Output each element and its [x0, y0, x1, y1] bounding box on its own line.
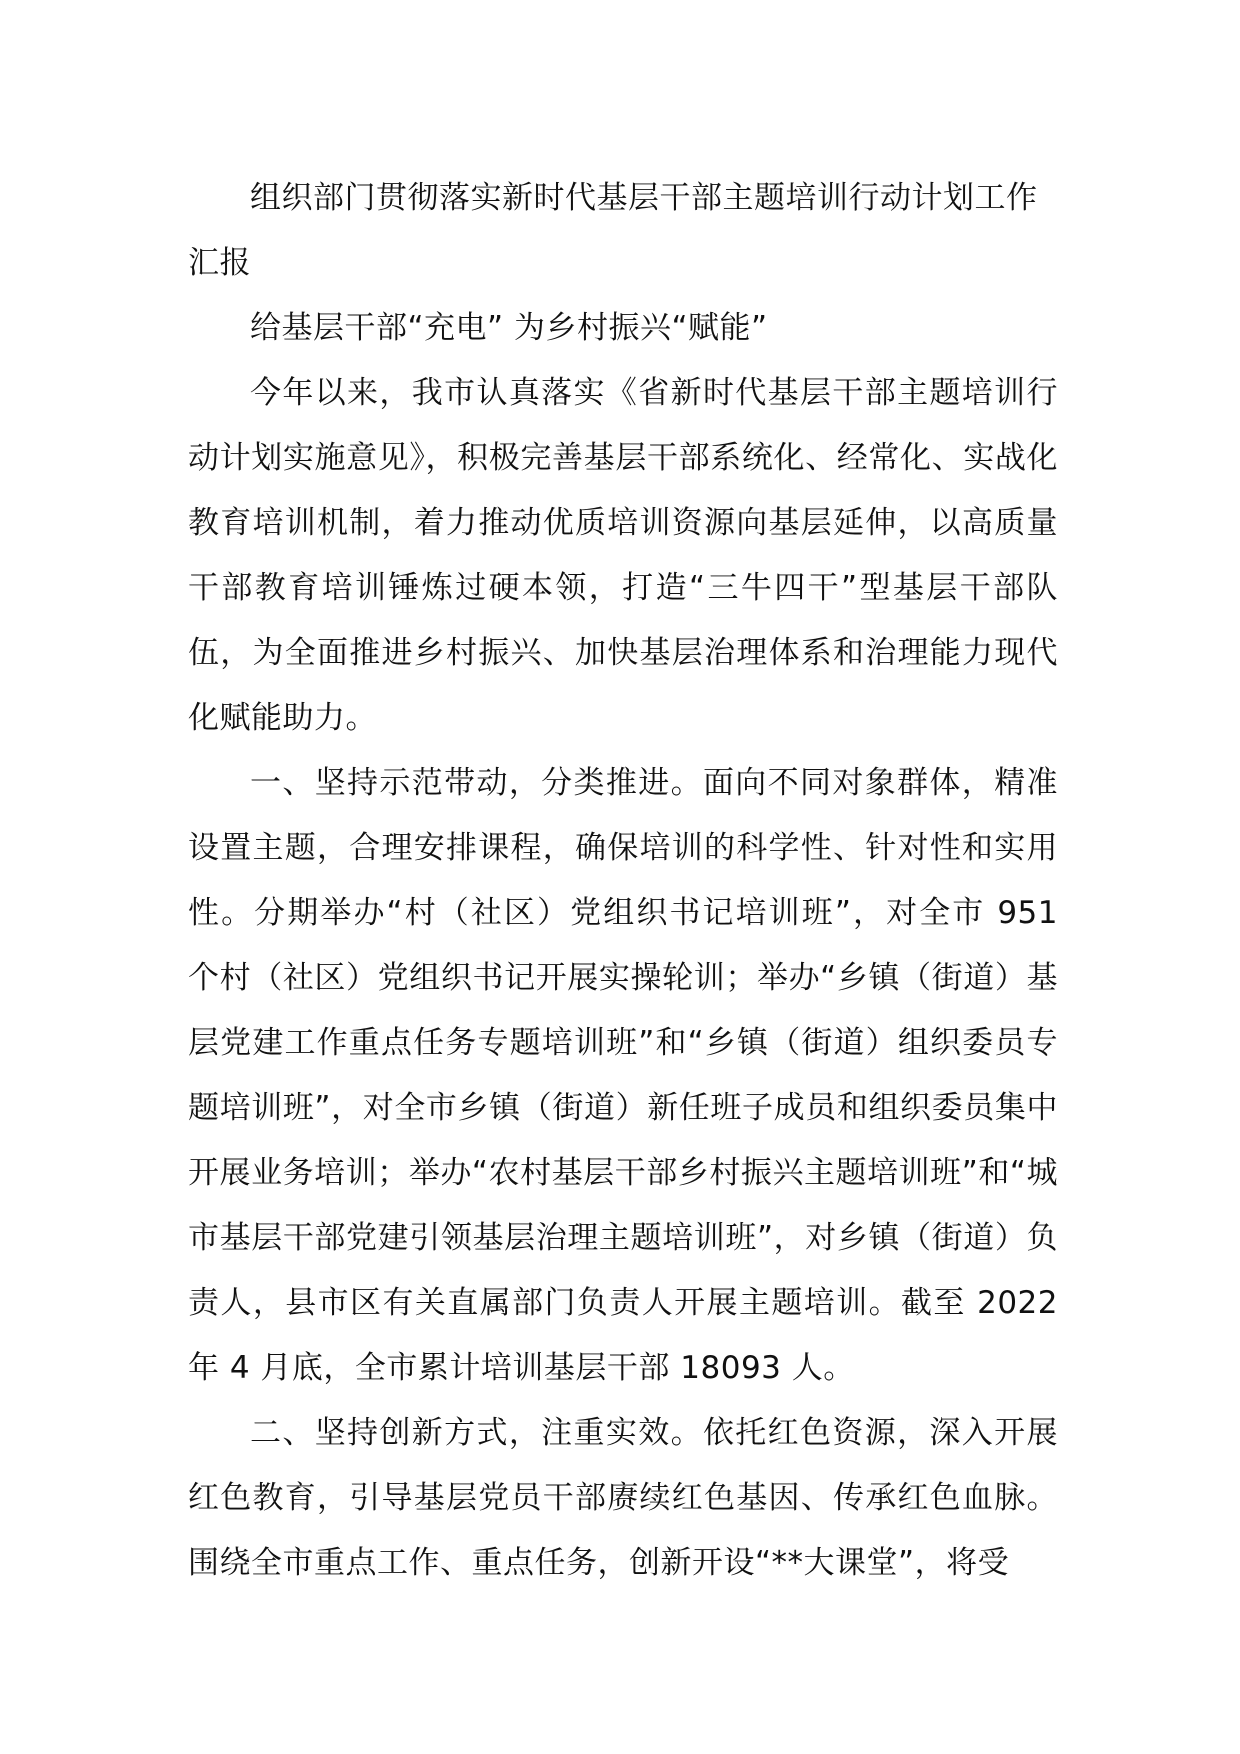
- paragraph-intro: 今年以来，我市认真落实《省新时代基层干部主题培训行动计划实施意见》，积极完善基层干部系统化、经常化、实战化教育培训机制，着力推动优质培训资源向基层延伸，以高质量干部教育培训锤炼过硬本领，打造“三牛四干”型基层干部队伍，为全面推进乡村振兴、加快基层治理体系和治理能力现代化赋能助力。: [188, 375, 1058, 736]
- document-subtitle: 给基层干部“充电” 为乡村振兴“赋能”: [250, 310, 768, 346]
- paragraph-section-one: 一、坚持示范带动，分类推进。面向不同对象群体，精准设置主题，合理安排课程，确保培训的科学性、针对性和实用性。分期举办“村（社区）党组织书记培训班”，对全市 951 个村（社区）党组织书记开展实操轮训；举办“乡镇（街道）基层党建工作重点任务专题培训班”和“乡镇（街道）组织委员专题培训班”，对全市乡镇（街道）新任班子成员和组织委员集中开展业务培训；举办“农村基层干部乡村振兴主题培训班”和“城市基层干部党建引领基层治理主题培训班”，对乡镇（街道）负责人，县市区有关直属部门负责人开展主题培训。截至 2022 年 4 月底，全市累计培训基层干部 18093 人。: [188, 765, 1058, 1386]
- paragraph-section-two: 二、坚持创新方式，注重实效。依托红色资源，深入开展红色教育，引导基层党员干部赓续红色基因、传承红色血脉。围绕全市重点工作、重点任务，创新开设“**大课堂”，将受: [188, 1415, 1058, 1581]
- document-title: 组织部门贯彻落实新时代基层干部主题培训行动计划工作汇报: [188, 180, 1038, 281]
- document-body: [188, 166, 1058, 1596]
